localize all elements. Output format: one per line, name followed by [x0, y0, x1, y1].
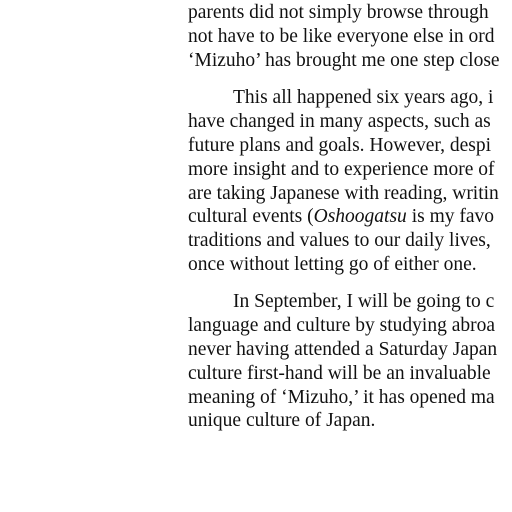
text-line-with-italic [188, 205, 494, 229]
text-line: have changed in many aspects, such as [188, 111, 491, 132]
text-segment: cultural events ( [188, 206, 314, 227]
text-line: once without letting go of either one. [188, 254, 477, 275]
paragraph-first-line: In September, I will be going to c [233, 291, 495, 312]
text-line: not have to be like everyone else in ord [188, 26, 495, 47]
text-line: unique culture of Japan. [188, 410, 376, 431]
text-line: language and culture by studying abroa [188, 315, 496, 336]
text-line: traditions and values to our daily lives, [188, 230, 491, 251]
italic-term: Oshoogatsu [313, 206, 407, 227]
text-segment: is my favo [406, 206, 495, 227]
text-line: culture first-hand will be an invaluable [188, 363, 491, 384]
text-line: parents did not simply browse through [188, 2, 489, 23]
text-line: are taking Japanese with reading, writin [188, 183, 499, 204]
text-line: ‘Mizuho’ has brought me one step close [188, 50, 500, 71]
paragraph-first-line: This all happened six years ago, i [233, 87, 494, 108]
text-line: future plans and goals. However, despi [188, 135, 492, 156]
text-line: more insight and to experience more of [188, 159, 495, 180]
text-line: never having attended a Saturday Japan [188, 339, 498, 360]
text-line: meaning of ‘Mizuho,’ it has opened ma [188, 387, 495, 408]
